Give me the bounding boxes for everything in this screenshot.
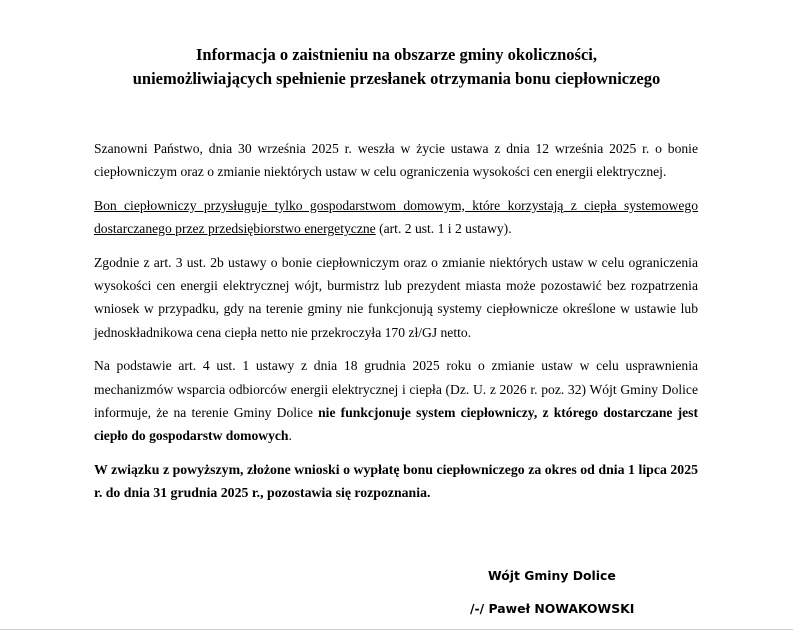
announcement-end: . xyxy=(288,428,292,444)
signature-title: Wójt Gminy Dolice xyxy=(488,568,616,583)
paragraph-conclusion: W związku z powyższym, złożone wnioski o wypłatę bonu ciepłowniczego za okres od dnia 1 lipca 2025 r. do dnia 31 grudnia 2025 r., pozostawia się rozpoznania. xyxy=(94,461,698,501)
eligibility-reference-text: (art. 2 ust. 1 i 2 ustawy). xyxy=(375,221,512,237)
page-bottom-divider xyxy=(0,629,793,630)
eligibility-underlined-text: Bon ciepłowniczy przysługuje tylko gospodarstwom domowym, które korzystają z ciepła systemowego dostarczanego przez przedsiębiorstwo energetyczne xyxy=(94,197,698,237)
paragraph-intro: Szanowni Państwo, dnia 30 września 2025 r. weszła w życie ustawa z dnia 12 września 2025 r. o bonie ciepłowniczym oraz o zmianie niektórych ustaw w celu ograniczenia wysokości cen energii elektrycznej. xyxy=(94,141,698,180)
paragraph-announcement xyxy=(94,354,698,448)
document-title xyxy=(60,43,733,91)
announcement-bold-text: nie funkcjonuje system ciepłowniczy, z którego dostarczane jest ciepło do gospodarstw domowych xyxy=(94,405,698,444)
announcement-text: Na podstawie art. 4 ust. 1 ustawy z dnia 18 grudnia 2025 roku o zmianie ustaw w celu usprawnienia mechanizmów wsparcia odbiorców energii elektrycznej i ciepła (Dz. U. z 2026 r. poz. 32) Wójt Gminy Dolice informuje, że na terenie Gminy Dolice xyxy=(94,358,698,421)
paragraph-legal-basis: Zgodnie z art. 3 ust. 2b ustawy o bonie ciepłowniczym oraz o zmianie niektórych ustaw w celu ograniczenia wysokości cen energii elektrycznej wójt, burmistrz lub prezydent miasta może pozostawić bez rozpatrzenia wniosek w przypadku, gdy na terenie gminy nie funkcjonują systemy ciepłownicze określone w ustawie lub jednoskładnikowa cena ciepła netto nie przekroczyła 170 zł/GJ netto. xyxy=(94,254,698,340)
title-line-1: Informacja o zaistnieniu na obszarze gminy okoliczności, xyxy=(195,45,598,64)
signature-name: /-/ Paweł NOWAKOWSKI xyxy=(470,601,635,616)
document-body xyxy=(94,137,698,505)
title-line-2: uniemożliwiających spełnienie przesłanek otrzymania bonu ciepłowniczego xyxy=(132,69,661,88)
paragraph-eligibility xyxy=(94,194,698,241)
